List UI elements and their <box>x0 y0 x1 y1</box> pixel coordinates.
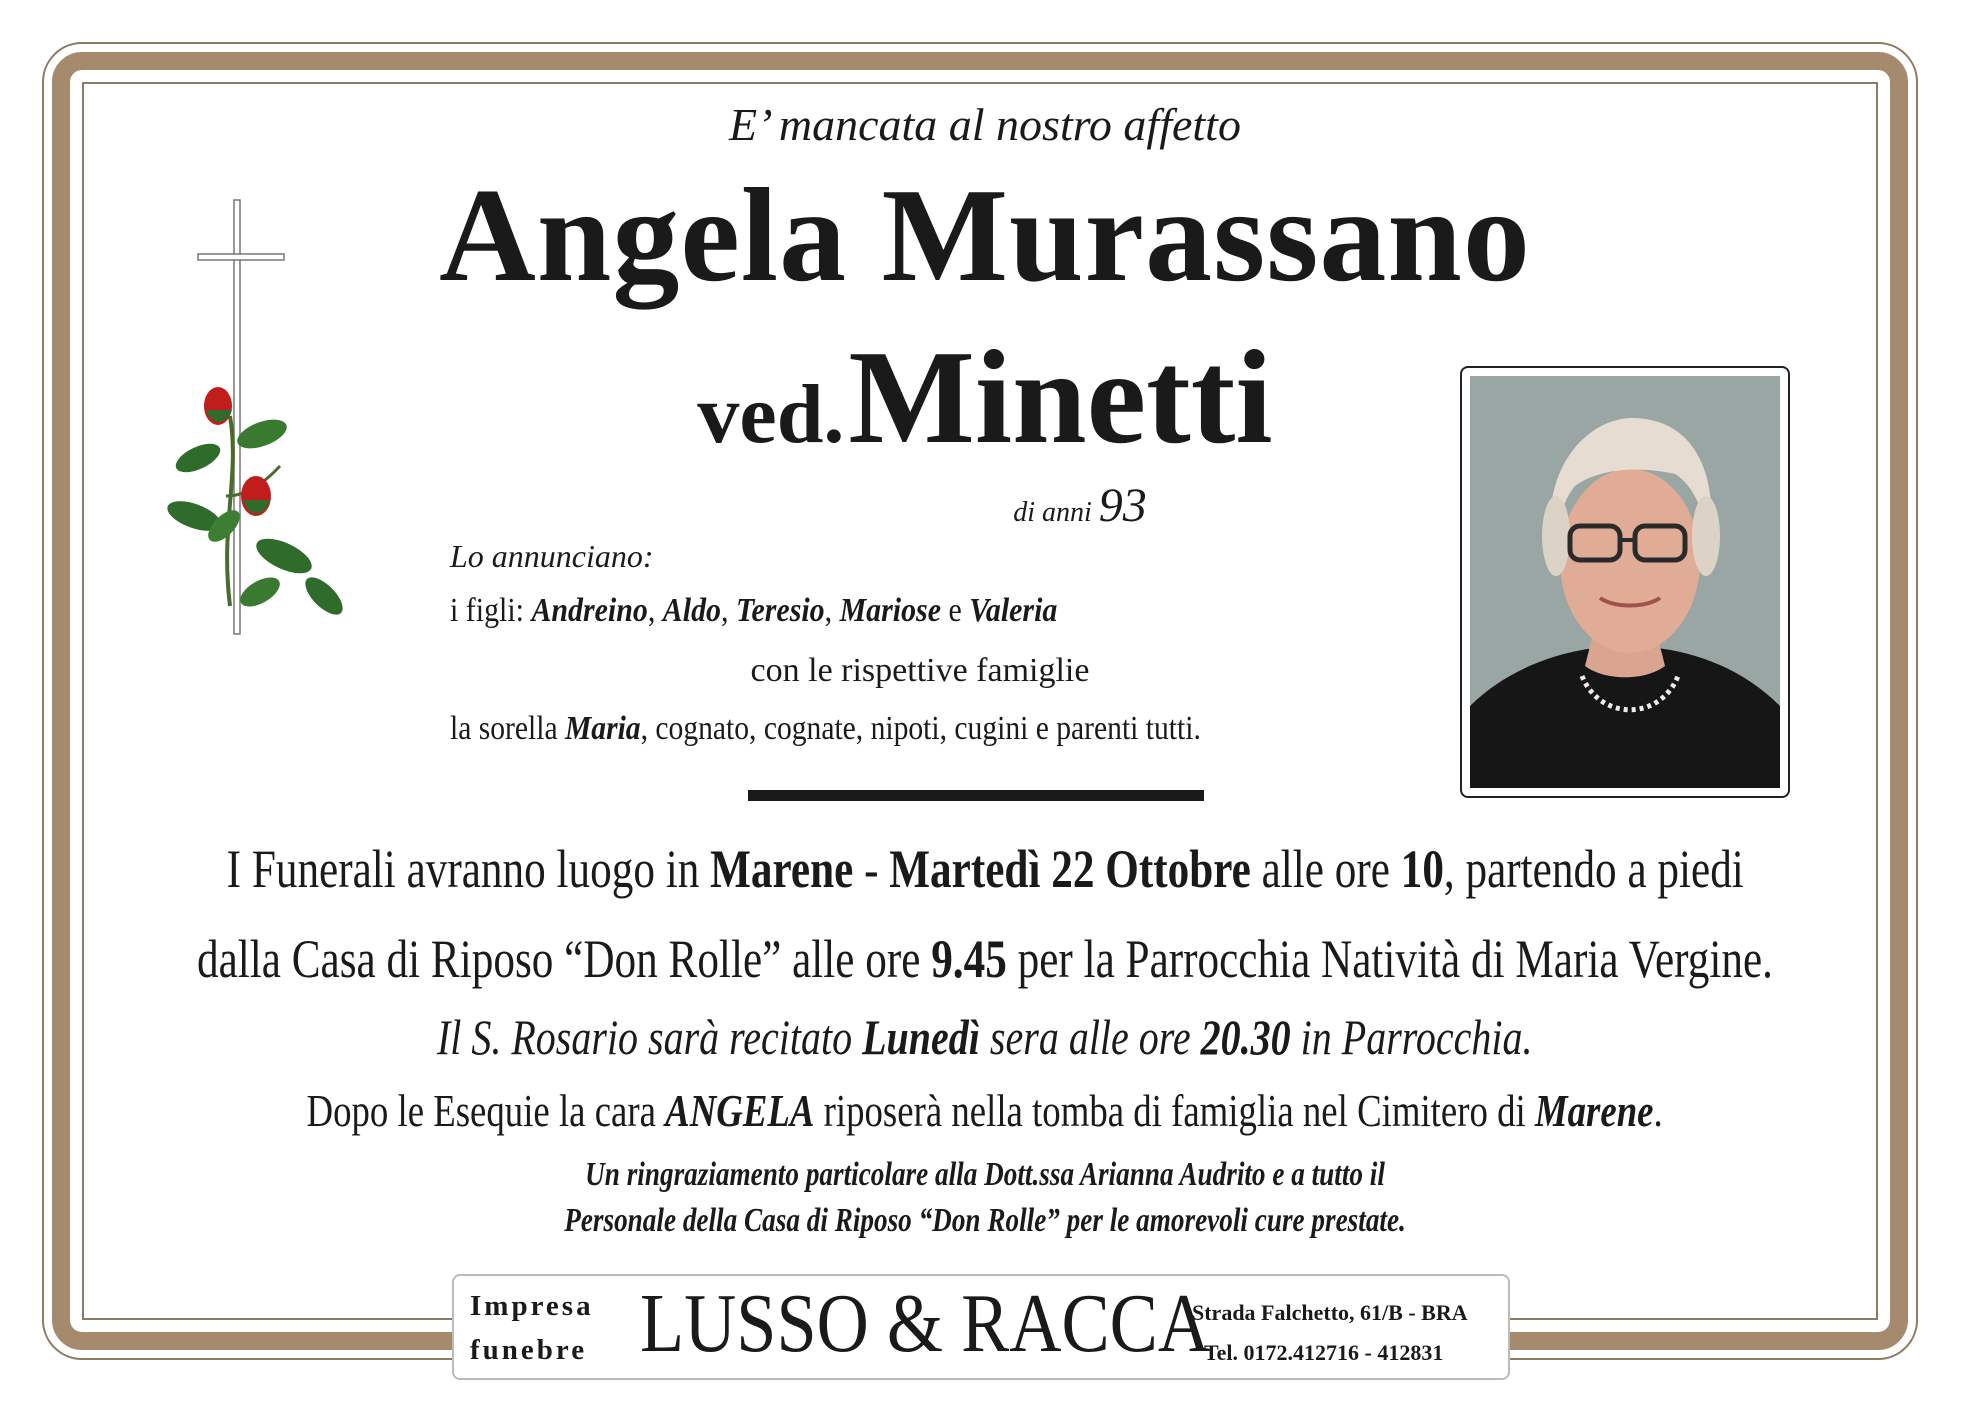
burial-line: Dopo le Esequie la cara ANGELA riposerà nella tomba di famiglia nel Cimitero di Marene. <box>306 1085 1664 1136</box>
funeral-home-phone: Tel. 0172.412716 - 412831 <box>1204 1340 1444 1365</box>
child-name: Valeria <box>969 592 1058 629</box>
funeral-line-2: dalla Casa di Riposo “Don Rolle” alle ore 9.45 per la Parrocchia Natività di Maria Vergine. <box>197 929 1773 989</box>
portrait-photo <box>1470 376 1780 788</box>
rose-icon <box>164 387 349 621</box>
burial-name: ANGELA <box>665 1085 815 1136</box>
married-name <box>560 323 1410 471</box>
burial-place: Marene <box>1535 1085 1654 1136</box>
child-name: Mariose <box>839 592 941 629</box>
age <box>900 478 1260 533</box>
funeral-home-address: Strada Falchetto, 61/B - BRA <box>1192 1300 1468 1325</box>
portrait-frame <box>1460 366 1790 798</box>
funeral-place: Marene <box>709 839 854 899</box>
funeral-date: Martedì 22 Ottobre <box>889 839 1251 899</box>
announcement-label: Lo annunciano: <box>450 538 654 574</box>
funebre-label: funebre <box>470 1334 588 1366</box>
thanks-line-2: Personale della Casa di Riposo “Don Rolle” per le amorevoli cure prestate. <box>564 1201 1406 1239</box>
departure-hour: 9.45 <box>931 929 1007 989</box>
rosary-hour: 20.30 <box>1200 1009 1291 1065</box>
child-name: Aldo <box>662 592 721 629</box>
ved-prefix: ved. <box>697 368 845 461</box>
children-prefix: i figli: <box>450 592 532 629</box>
ved-surname: Minetti <box>848 323 1273 471</box>
age-value: 93 <box>1098 479 1147 532</box>
rosary-line: Il S. Rosario sarà recitato Lunedì sera alle ore 20.30 in Parrocchia. <box>437 1009 1533 1065</box>
intro-text: E’ mancata al nostro affetto <box>729 99 1241 150</box>
thanks-text <box>0 1152 1970 1244</box>
child-name: Teresio <box>735 592 825 629</box>
sister-name: Maria <box>564 710 641 747</box>
funeral-home-name: LUSSO & RACCA <box>640 1277 1211 1370</box>
impresa-label: Impresa <box>470 1290 594 1322</box>
funeral-line-1: I Funerali avranno luogo in Marene - Martedì 22 Ottobre alle ore 10, partendo a piedi <box>226 839 1744 899</box>
thanks-line-1: Un ringraziamento particolare alla Dott.ssa Arianna Audrito e a tutto il <box>585 1156 1385 1193</box>
funeral-hour: 10 <box>1400 839 1444 899</box>
deceased-name: Angela Murassano <box>439 161 1531 309</box>
rosary-day: Lunedì <box>862 1009 981 1065</box>
child-name: Andreino <box>531 592 648 629</box>
age-prefix: di anni <box>1013 497 1092 528</box>
children-line: i figli: Andreino, Aldo, Teresio, Mariose e Valeria <box>450 592 1058 629</box>
families-line: con le rispettive famiglie <box>750 652 1090 689</box>
relatives-line: la sorella Maria, cognato, cognate, nipoti, cugini e parenti tutti. <box>450 710 1201 747</box>
divider-bar <box>748 790 1204 801</box>
